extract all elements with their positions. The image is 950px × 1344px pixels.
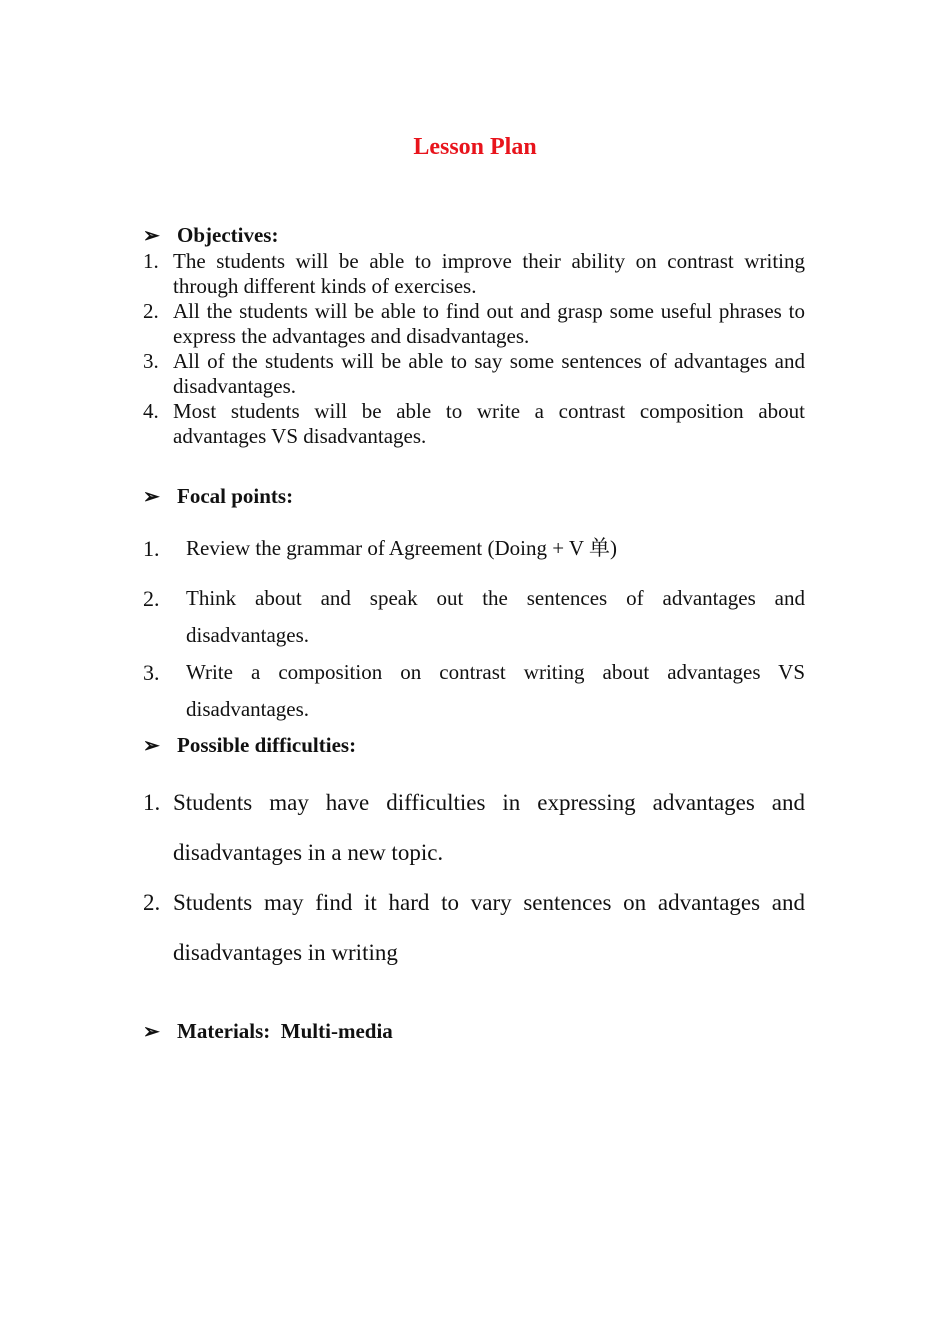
item-text: Students may have difficulties in expressing advantages and disadvantages in a new topic. xyxy=(173,790,805,865)
arrow-bullet-icon: ➢ xyxy=(143,225,160,247)
item-text: Think about and speak out the sentences of advantages and disadvantages. xyxy=(186,586,805,647)
objectives-heading-label: Objectives: xyxy=(177,223,279,247)
item-number: 3. xyxy=(143,349,159,373)
focal-points-list xyxy=(143,530,805,728)
item-text: All the students will be able to find out and grasp some useful phrases to express the advantages and disadvantages. xyxy=(173,299,805,348)
list-item xyxy=(143,349,805,399)
difficulties-list xyxy=(143,778,805,978)
item-number: 2. xyxy=(143,299,159,323)
list-item xyxy=(143,530,805,567)
item-number: 1. xyxy=(143,249,159,273)
list-item xyxy=(143,249,805,299)
list-item xyxy=(143,399,805,449)
arrow-bullet-icon: ➢ xyxy=(143,486,160,508)
focal-points-heading xyxy=(143,484,293,509)
item-text: Write a composition on contrast writing about advantages VS disadvantages. xyxy=(186,660,805,721)
item-number: 4. xyxy=(143,399,159,423)
item-number: 1. xyxy=(143,536,160,561)
item-text: The students will be able to improve their ability on contrast writing through different kinds of exercises. xyxy=(173,249,805,298)
item-number: 1. xyxy=(143,790,161,815)
arrow-bullet-icon: ➢ xyxy=(143,735,160,757)
difficulties-heading xyxy=(143,733,356,758)
list-item xyxy=(143,878,805,978)
item-number: 2. xyxy=(143,586,160,611)
item-text: All of the students will be able to say some sentences of advantages and disadvantages. xyxy=(173,349,805,398)
item-number: 3. xyxy=(143,660,160,685)
materials-heading-label: Materials: Multi-media xyxy=(177,1019,393,1043)
list-item xyxy=(143,654,805,728)
objectives-list xyxy=(143,249,805,449)
item-number: 2. xyxy=(143,890,161,915)
focal-points-heading-label: Focal points: xyxy=(177,484,294,508)
item-text: Most students will be able to write a contrast composition about advantages VS disadvantages. xyxy=(173,399,805,448)
arrow-bullet-icon: ➢ xyxy=(143,1021,160,1043)
list-item xyxy=(143,580,805,654)
list-item xyxy=(143,778,805,878)
materials-heading xyxy=(143,1019,393,1044)
objectives-heading xyxy=(143,223,278,248)
item-text: Students may find it hard to vary sentences on advantages and disadvantages in writing xyxy=(173,890,805,965)
item-text: Review the grammar of Agreement (Doing + V 单) xyxy=(186,536,617,560)
page-title: Lesson Plan xyxy=(413,134,537,160)
difficulties-heading-label: Possible difficulties: xyxy=(177,733,357,757)
list-item xyxy=(143,299,805,349)
